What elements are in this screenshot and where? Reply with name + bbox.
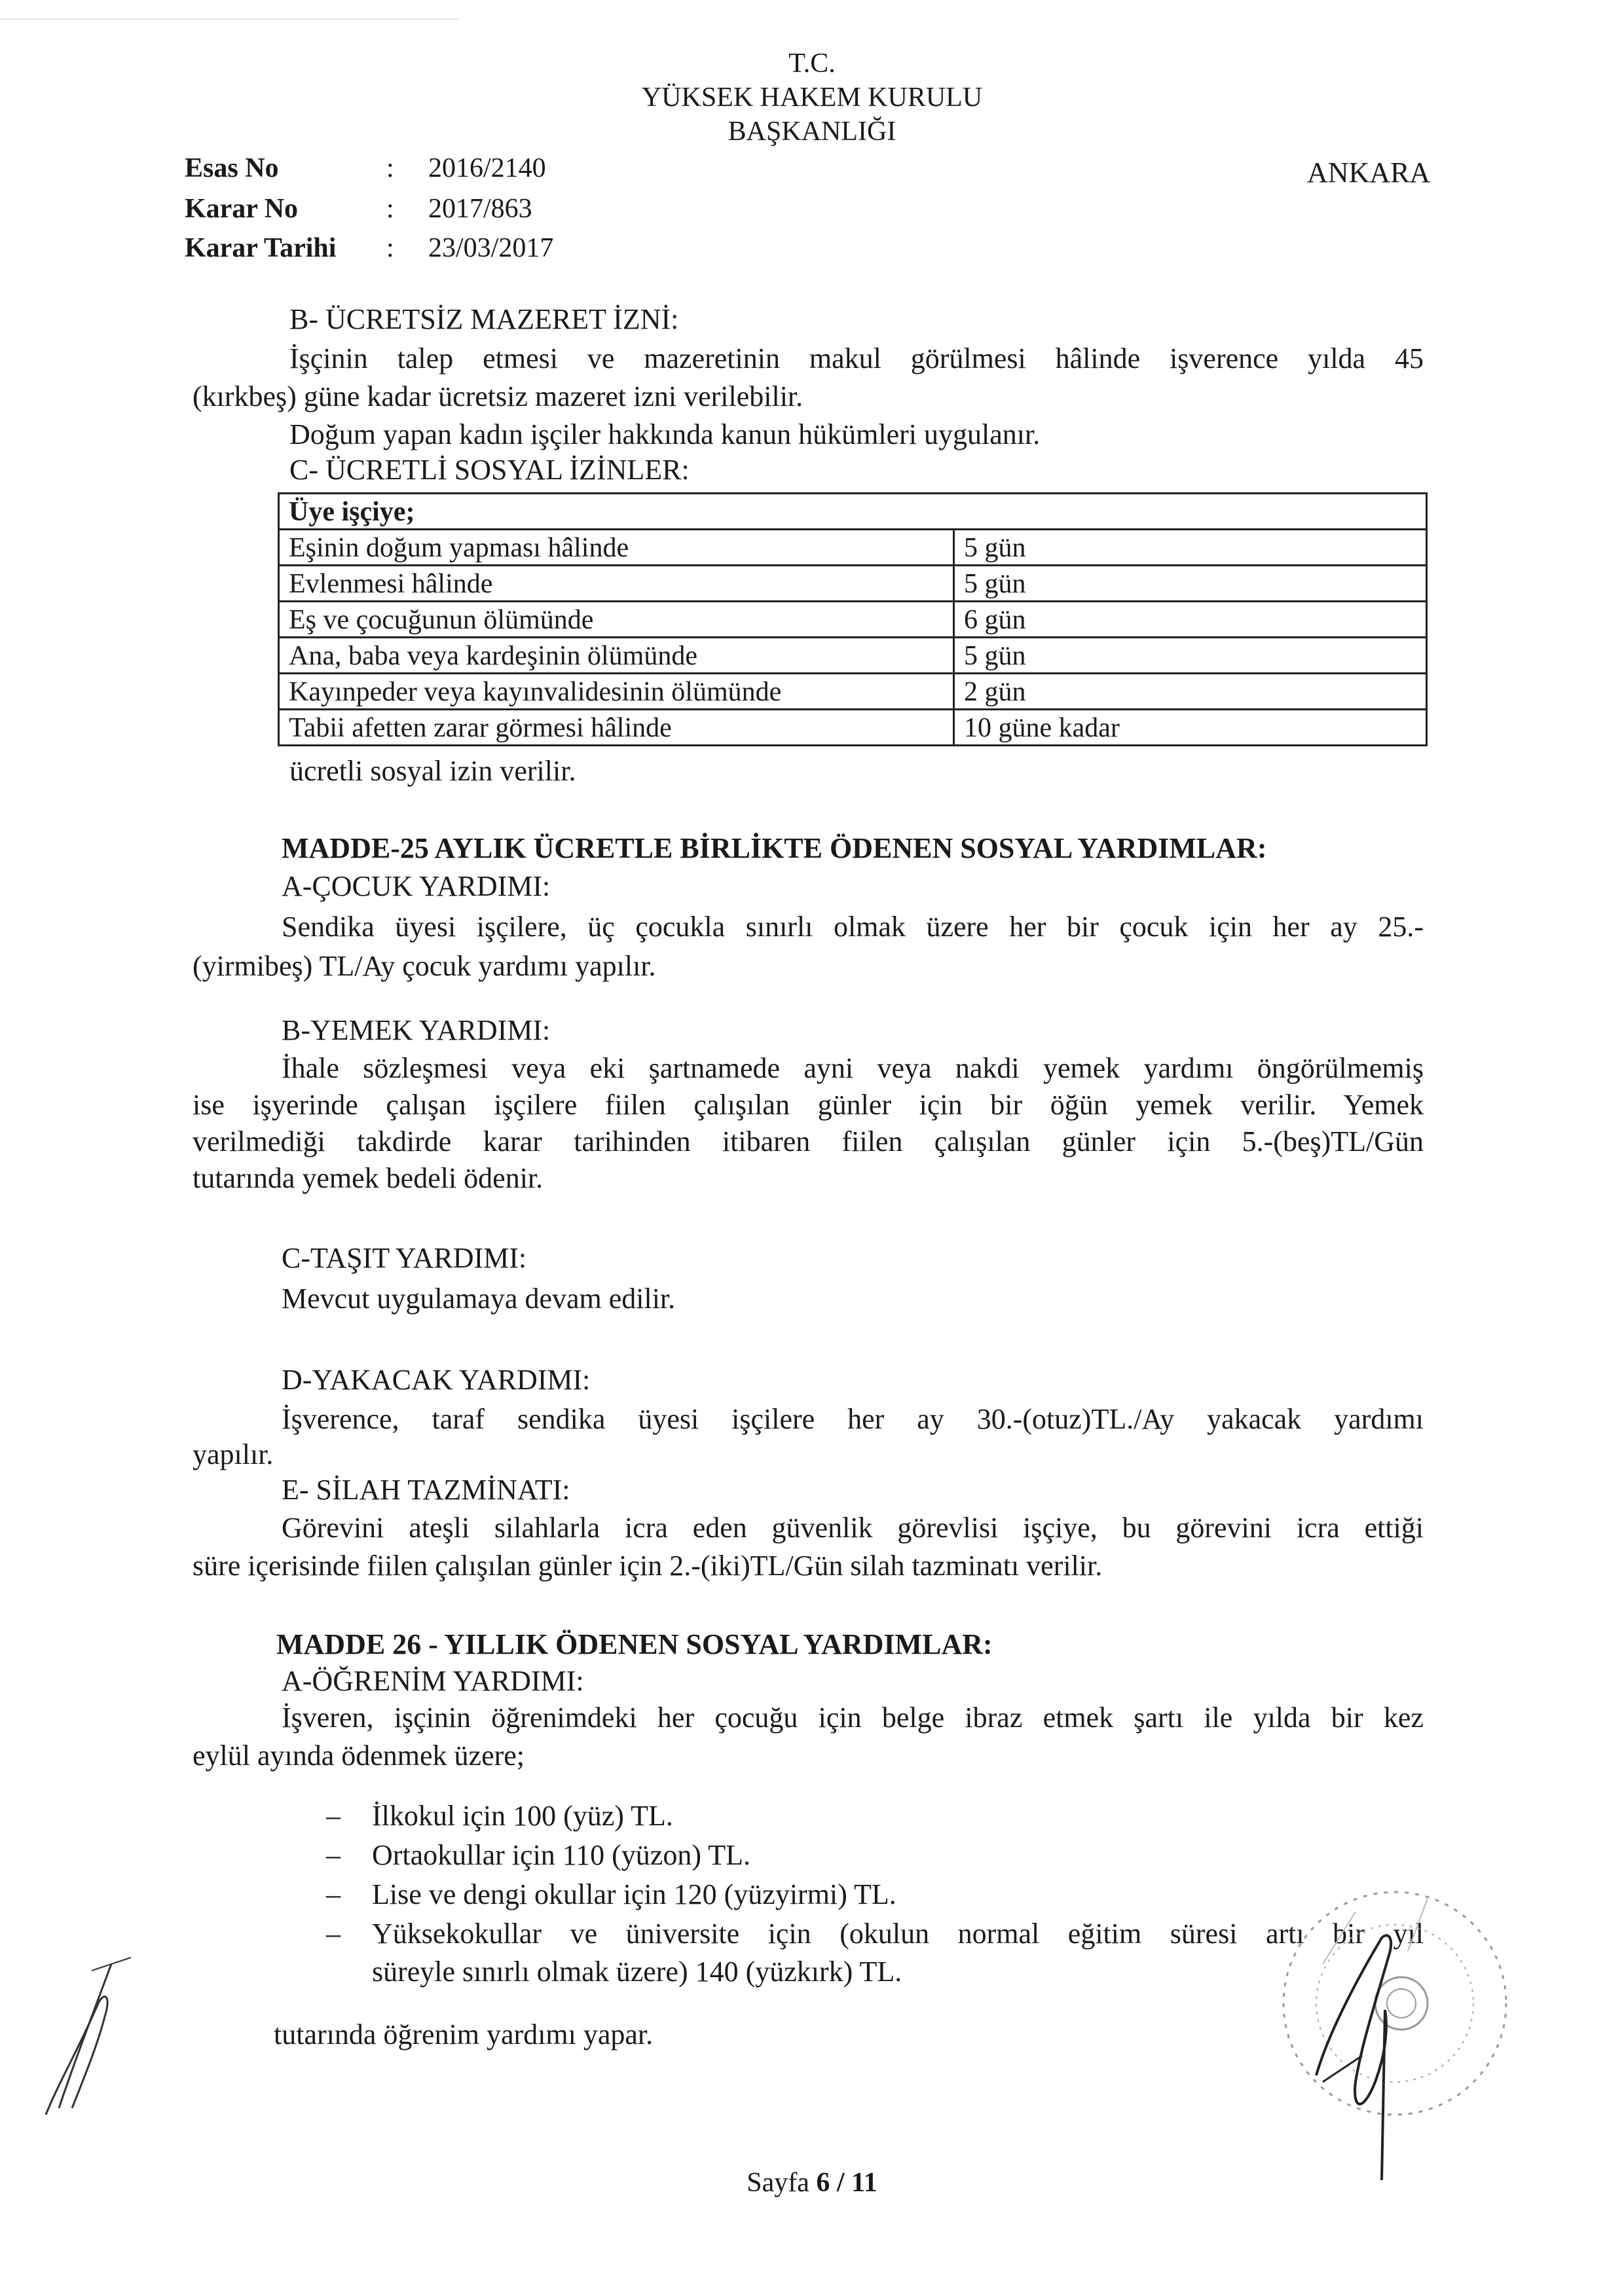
meta-colon: : [386, 153, 394, 183]
header-city: ANKARA [1307, 156, 1431, 189]
table-cell-value: 5 gün [954, 530, 1427, 566]
initials-signature-icon [33, 1951, 151, 2121]
list-dash: – [326, 1800, 341, 1832]
table-cell-label: Tabii afetten zarar görmesi hâlinde [279, 710, 954, 746]
list-item: İlkokul için 100 (yüz) TL. [372, 1800, 673, 1832]
education-aid-title: A-ÖĞRENİM YARDIMI: [282, 1665, 584, 1697]
list-item-continuation: süreyle sınırlı olmak üzere) 140 (yüzkırk) TL. [372, 1956, 902, 1988]
fuel-aid-line: İşverence, taraf sendika üyesi işçilere her ay 30.-(otuz)TL./Ay yakacak yardımı [282, 1403, 1424, 1435]
meal-aid-title: B-YEMEK YARDIMI: [282, 1014, 551, 1046]
meta-value-esas: 2016/2140 [428, 153, 546, 183]
page-number-prefix: Sayfa [747, 2168, 817, 2198]
list-item: Lise ve dengi okullar için 120 (yüzyirmi) TL. [372, 1878, 896, 1910]
madde-26-title: MADDE 26 - YILLIK ÖDENEN SOSYAL YARDIMLAR: [276, 1628, 993, 1660]
transport-aid-title: C-TAŞIT YARDIMI: [282, 1242, 527, 1274]
table-row [279, 566, 1427, 602]
weapon-compensation-line: süre içerisinde fiilen çalışılan günler için 2.-(iki)TL/Gün silah tazminatı verilir. [193, 1550, 1103, 1582]
section-b-birth-note: Doğum yapan kadın işçiler hakkında kanun hükümleri uygulanır. [289, 418, 1041, 450]
table-row [279, 710, 1427, 746]
table-header-cell: Üye işçiye; [279, 494, 1427, 530]
meta-value-karar-no: 2017/863 [428, 194, 532, 224]
section-b-title: B- ÜCRETSİZ MAZERET İZNİ: [289, 303, 679, 335]
fuel-aid-title: D-YAKACAK YARDIMI: [282, 1364, 591, 1396]
list-dash: – [326, 1918, 341, 1950]
meal-aid-line: ise işyerinde çalışan işçilere fiilen çalışılan günler için bir öğün yemek verilir. Yemek [193, 1089, 1424, 1121]
scan-artifact [0, 18, 458, 20]
list-item: Ortaokullar için 110 (yüzon) TL. [372, 1839, 750, 1871]
table-cell-label: Evlenmesi hâlinde [279, 566, 954, 602]
section-c-closing: ücretli sosyal izin verilir. [289, 755, 576, 787]
meal-aid-line: verilmediği takdirde karar tarihinden itibaren fiilen çalışılan günler için 5.-(beş)TL/Gün [193, 1125, 1424, 1157]
transport-aid-line: Mevcut uygulamaya devam edilir. [282, 1283, 676, 1315]
weapon-compensation-line: Görevini ateşli silahlarla icra eden güvenlik görevlisi işçiye, bu görevini icra ettiği [282, 1512, 1424, 1544]
table-cell-label: Kayınpeder veya kayınvalidesinin ölümünde [279, 674, 954, 710]
paid-leave-table [278, 492, 1428, 746]
table-cell-value: 10 güne kadar [954, 710, 1427, 746]
list-dash: – [326, 1839, 341, 1871]
table-row [279, 638, 1427, 674]
table-cell-value: 5 gün [954, 638, 1427, 674]
table-header-row [279, 494, 1427, 530]
table-cell-value: 2 gün [954, 674, 1427, 710]
child-aid-line: (yirmibeş) TL/Ay çocuk yardımı yapılır. [193, 950, 656, 982]
education-aid-line: İşveren, işçinin öğrenimdeki her çocuğu için belge ibraz etmek şartı ile yılda bir kez [282, 1702, 1424, 1734]
table-cell-value: 6 gün [954, 602, 1427, 638]
fuel-aid-line: yapılır. [193, 1438, 274, 1470]
meta-value-karar-tarihi: 23/03/2017 [428, 233, 554, 263]
table-cell-label: Eşinin doğum yapması hâlinde [279, 530, 954, 566]
meal-aid-line: İhale sözleşmesi veya eki şartnamede ayni veya nakdi yemek yardımı öngörülmemiş [282, 1052, 1424, 1084]
table-cell-label: Ana, baba veya kardeşinin ölümünde [279, 638, 954, 674]
list-dash: – [326, 1878, 341, 1910]
signature-icon [1303, 1912, 1408, 2187]
education-aid-line: eylül ayında ödenmek üzere; [193, 1740, 525, 1772]
table-row [279, 530, 1427, 566]
section-b-paragraph-line: İşçinin talep etmesi ve mazeretinin makul görülmesi hâlinde işverence yılda 45 [289, 342, 1424, 374]
madde-25-title: MADDE-25 AYLIK ÜCRETLE BİRLİKTE ÖDENEN SOSYAL YARDIMLAR: [282, 832, 1267, 864]
meta-label-esas: Esas No [185, 153, 279, 183]
child-aid-line: Sendika üyesi işçilere, üç çocukla sınırlı olmak üzere her bir çocuk için her ay 25.- [282, 911, 1424, 943]
meta-colon: : [386, 233, 394, 263]
table-cell-value: 5 gün [954, 566, 1427, 602]
table-row [279, 602, 1427, 638]
weapon-compensation-title: E- SİLAH TAZMİNATI: [282, 1474, 570, 1506]
page-number-value: 6 / 11 [816, 2168, 877, 2198]
list-item: Yüksekokullar ve üniversite için (okulun normal eğitim süresi artı bir yıl [372, 1918, 1424, 1950]
meta-label-karar-no: Karar No [185, 194, 299, 224]
header-presidency: BAŞKANLIĞI [728, 117, 896, 147]
education-aid-closing: tutarında öğrenim yardımı yapar. [274, 2018, 654, 2050]
meta-colon: : [386, 194, 394, 224]
header-tc: T.C. [788, 48, 836, 79]
section-b-paragraph-line: (kırkbeş) güne kadar ücretsiz mazeret izni verilebilir. [193, 380, 803, 412]
section-c-title: C- ÜCRETLİ SOSYAL İZİNLER: [289, 454, 690, 486]
meal-aid-line: tutarında yemek bedeli ödenir. [193, 1162, 544, 1194]
table-row [279, 674, 1427, 710]
table-cell-label: Eş ve çocuğunun ölümünde [279, 602, 954, 638]
header-institution: YÜKSEK HAKEM KURULU [641, 82, 983, 113]
meta-label-karar-tarihi: Karar Tarihi [185, 233, 337, 263]
child-aid-title: A-ÇOCUK YARDIMI: [282, 870, 551, 902]
